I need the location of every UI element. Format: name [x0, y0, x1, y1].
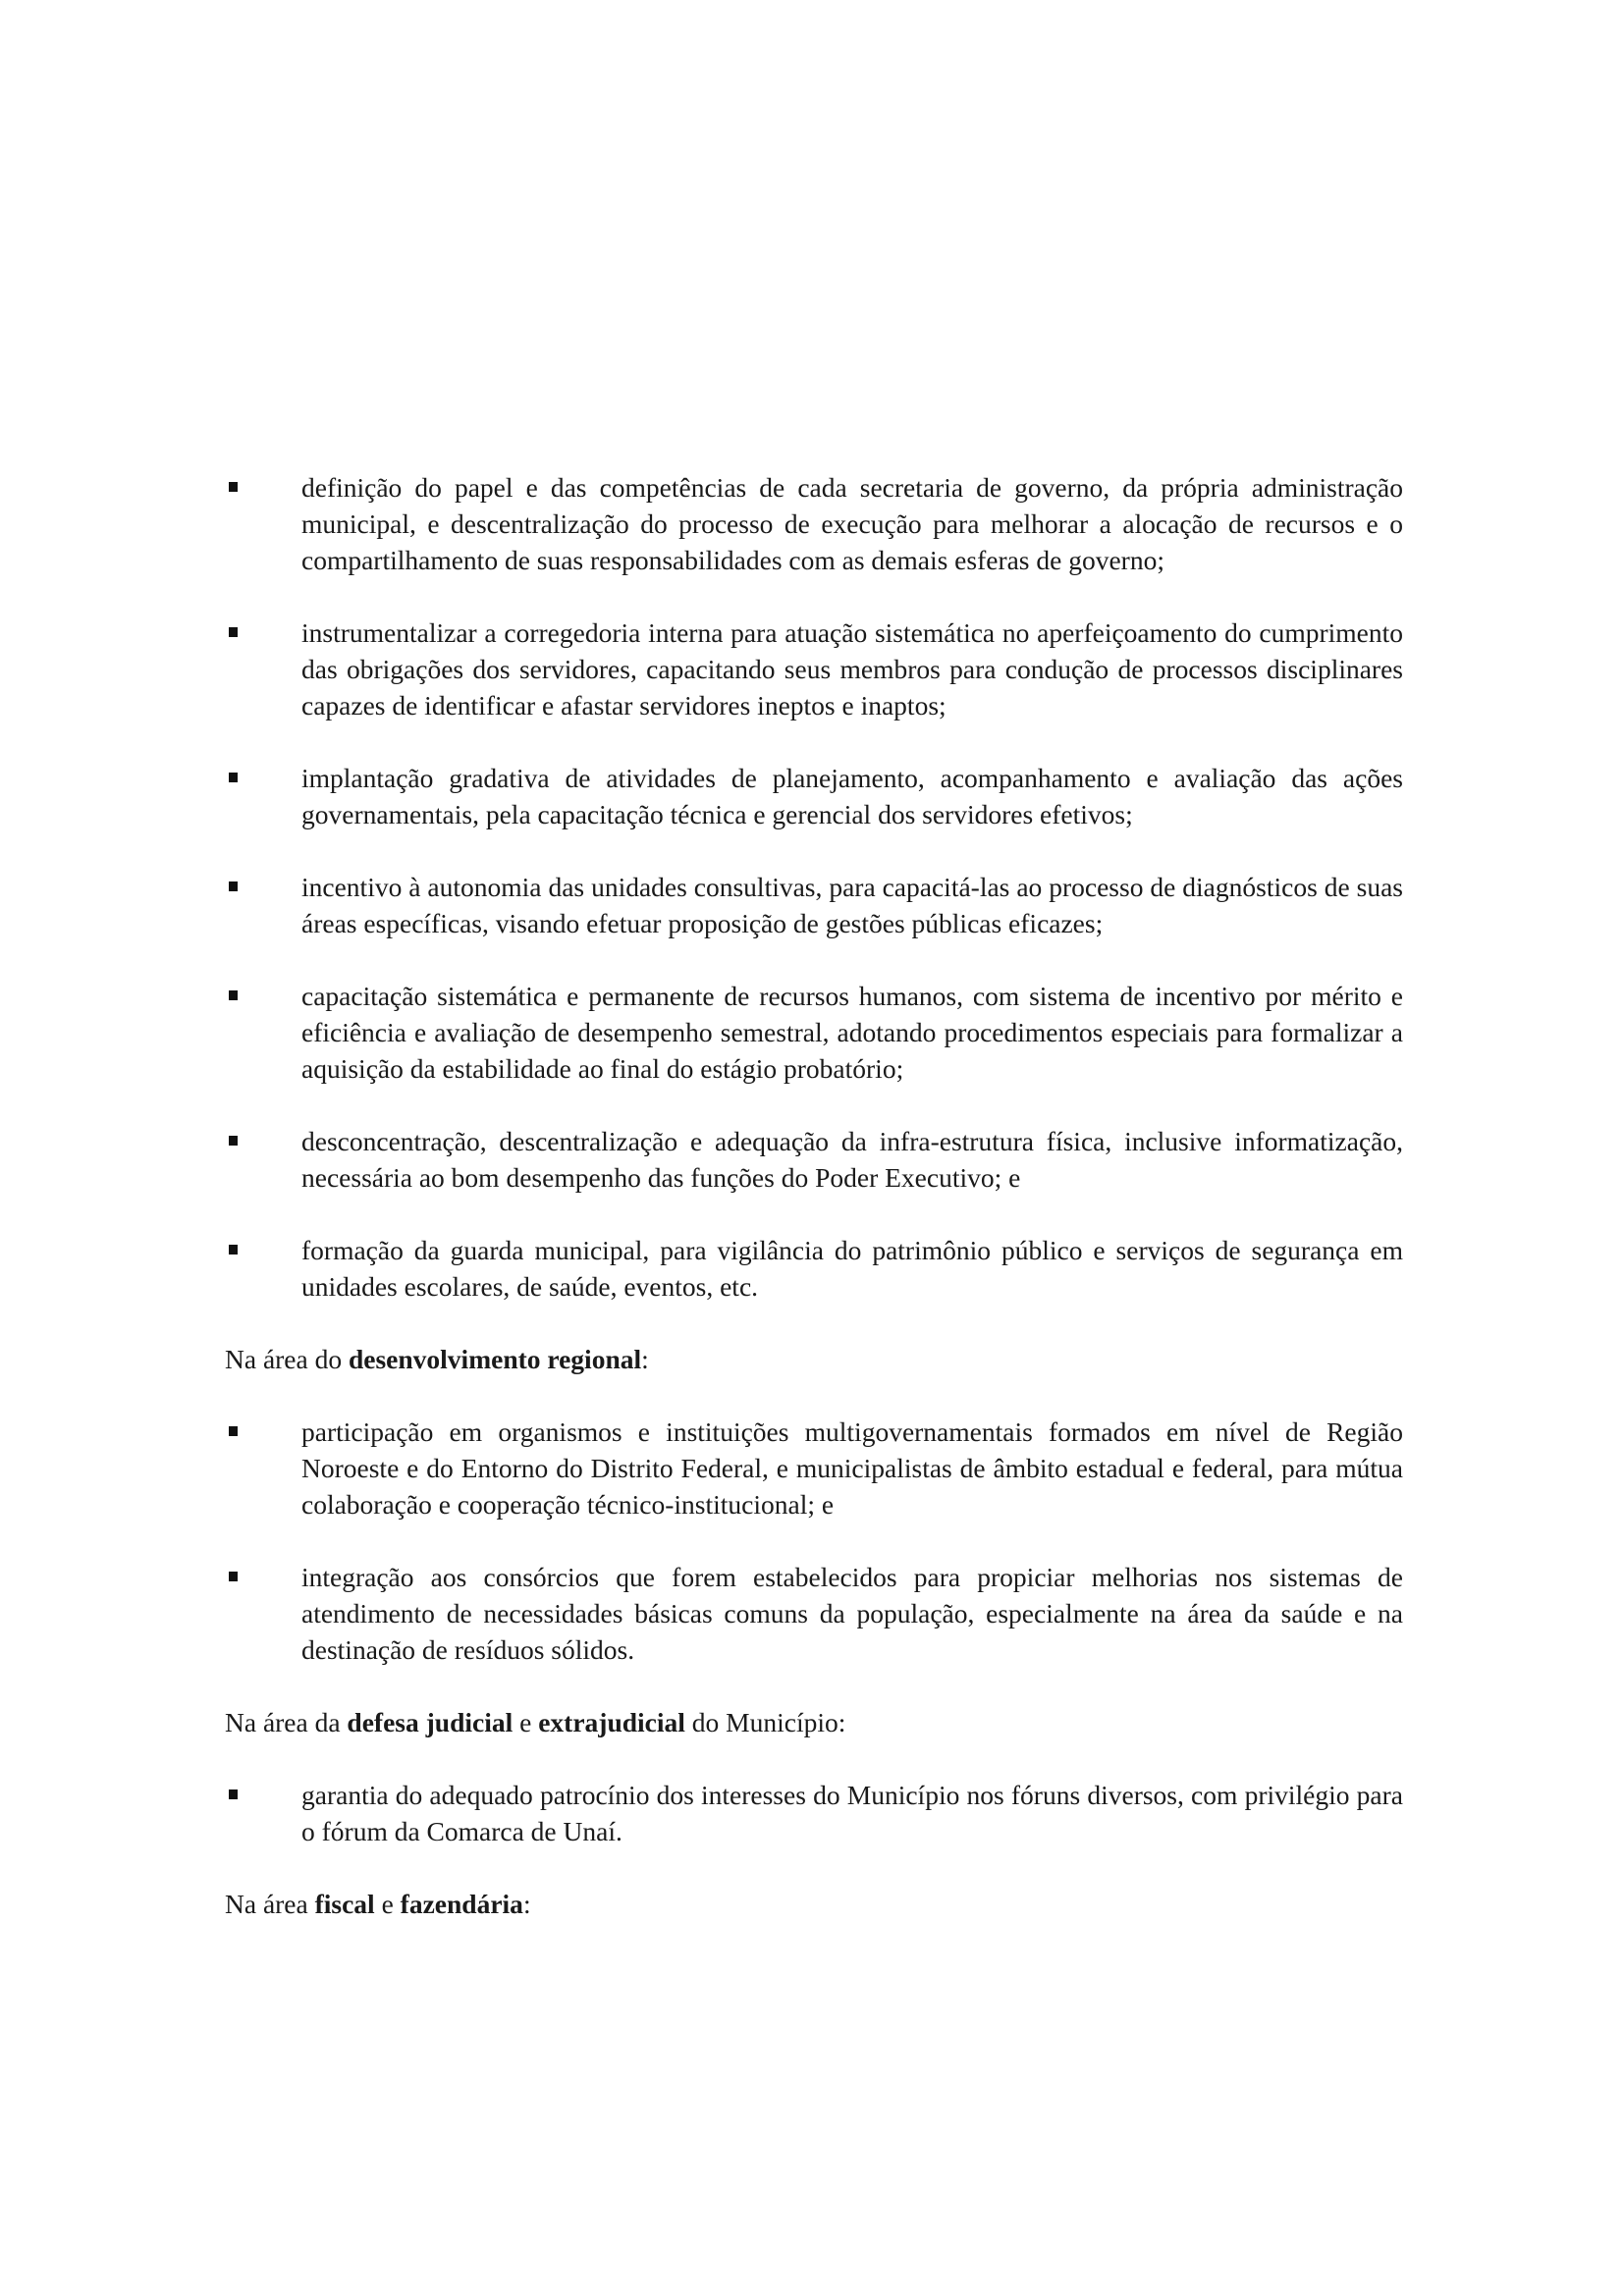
list-item-text: participação em organismos e instituições multigovernamentais formados em nível de Região Noroeste e do Entorno do Distrito Federal, e municipalistas de âmbito estadual e federal, para mútua colaboração e cooperação técnico-institucional; e: [301, 1416, 1403, 1520]
list-item: [225, 614, 1403, 723]
section-heading-judicial: [225, 1704, 1403, 1740]
list-item: [225, 1777, 1403, 1849]
heading-bold-extrajudicial: extrajudicial: [538, 1707, 685, 1737]
list-item: [225, 869, 1403, 941]
heading-suffix: :: [641, 1344, 649, 1374]
list-item-text: incentivo à autonomia das unidades consultivas, para capacitá-las ao processo de diagnósticos de suas áreas específicas, visando efetuar proposição de gestões públicas eficazes;: [301, 872, 1403, 938]
heading-prefix: Na área do: [225, 1344, 349, 1374]
heading-prefix: Na área: [225, 1889, 315, 1919]
list-item-text: formação da guarda municipal, para vigilância do patrimônio público e serviços de segurança em unidades escolares, de saúde, eventos, etc.: [301, 1235, 1403, 1302]
heading-bold-defesa: defesa judicial: [347, 1707, 514, 1737]
square-bullet-icon: [229, 1572, 238, 1581]
list-item: [225, 1232, 1403, 1305]
section-heading-fiscal: [225, 1886, 1403, 1922]
square-bullet-icon: [229, 1136, 238, 1146]
list-item-text: instrumentalizar a corregedoria interna para atuação sistemática no aperfeiçoamento do cumprimento das obrigações dos servidores, capacitando seus membros para condução de processos disciplinares capazes de identificar e afastar servidores ineptos e inaptos;: [301, 617, 1403, 721]
heading-prefix: Na área da: [225, 1707, 348, 1737]
list-item-text: integração aos consórcios que forem estabelecidos para propiciar melhorias nos sistemas de atendimento de necessidades básicas comuns da população, especialmente na área da saúde e na destinação de resíduos sólidos.: [301, 1562, 1403, 1665]
document-body: [225, 469, 1403, 1958]
list-item-text: desconcentração, descentralização e adequação da infra-estrutura física, inclusive informatização, necessária ao bom desempenho das funções do Poder Executivo; e: [301, 1126, 1403, 1193]
list-item-text: garantia do adequado patrocínio dos interesses do Município nos fóruns diversos, com privilégio para o fórum da Comarca de Unaí.: [301, 1780, 1403, 1846]
square-bullet-icon: [229, 627, 238, 637]
list-item: [225, 1414, 1403, 1522]
heading-bold: desenvolvimento regional: [348, 1344, 642, 1374]
heading-bold-fazendaria: fazendária: [400, 1889, 523, 1919]
section-heading-regional: [225, 1341, 1403, 1377]
square-bullet-icon: [229, 881, 238, 891]
list-item-text: implantação gradativa de atividades de planejamento, acompanhamento e avaliação das ações governamentais, pela capacitação técnica e gerencial dos servidores efetivos;: [301, 763, 1403, 829]
square-bullet-icon: [229, 1789, 238, 1799]
list-item: [225, 469, 1403, 578]
square-bullet-icon: [229, 1245, 238, 1255]
list-item-text: capacitação sistemática e permanente de recursos humanos, com sistema de incentivo por mérito e eficiência e avaliação de desempenho semestral, adotando procedimentos especiais para formalizar a aquisição da estabilidade ao final do estágio probatório;: [301, 981, 1403, 1084]
heading-suffix: :: [522, 1889, 531, 1919]
list-item: [225, 1123, 1403, 1196]
square-bullet-icon: [229, 773, 238, 782]
list-item-text: definição do papel e das competências de cada secretaria de governo, da própria administração municipal, e descentralização do processo de execução para melhorar a alocação de recursos e o compartilhamento de suas responsabilidades com as demais esferas de governo;: [301, 472, 1403, 575]
square-bullet-icon: [229, 482, 238, 492]
heading-middle: e: [513, 1707, 539, 1737]
heading-suffix: do Município:: [684, 1707, 846, 1737]
list-item: [225, 978, 1403, 1087]
square-bullet-icon: [229, 1426, 238, 1436]
heading-bold-fiscal: fiscal: [314, 1889, 375, 1919]
list-item: [225, 1559, 1403, 1668]
square-bullet-icon: [229, 990, 238, 1000]
heading-middle: e: [374, 1889, 401, 1919]
list-item: [225, 760, 1403, 832]
